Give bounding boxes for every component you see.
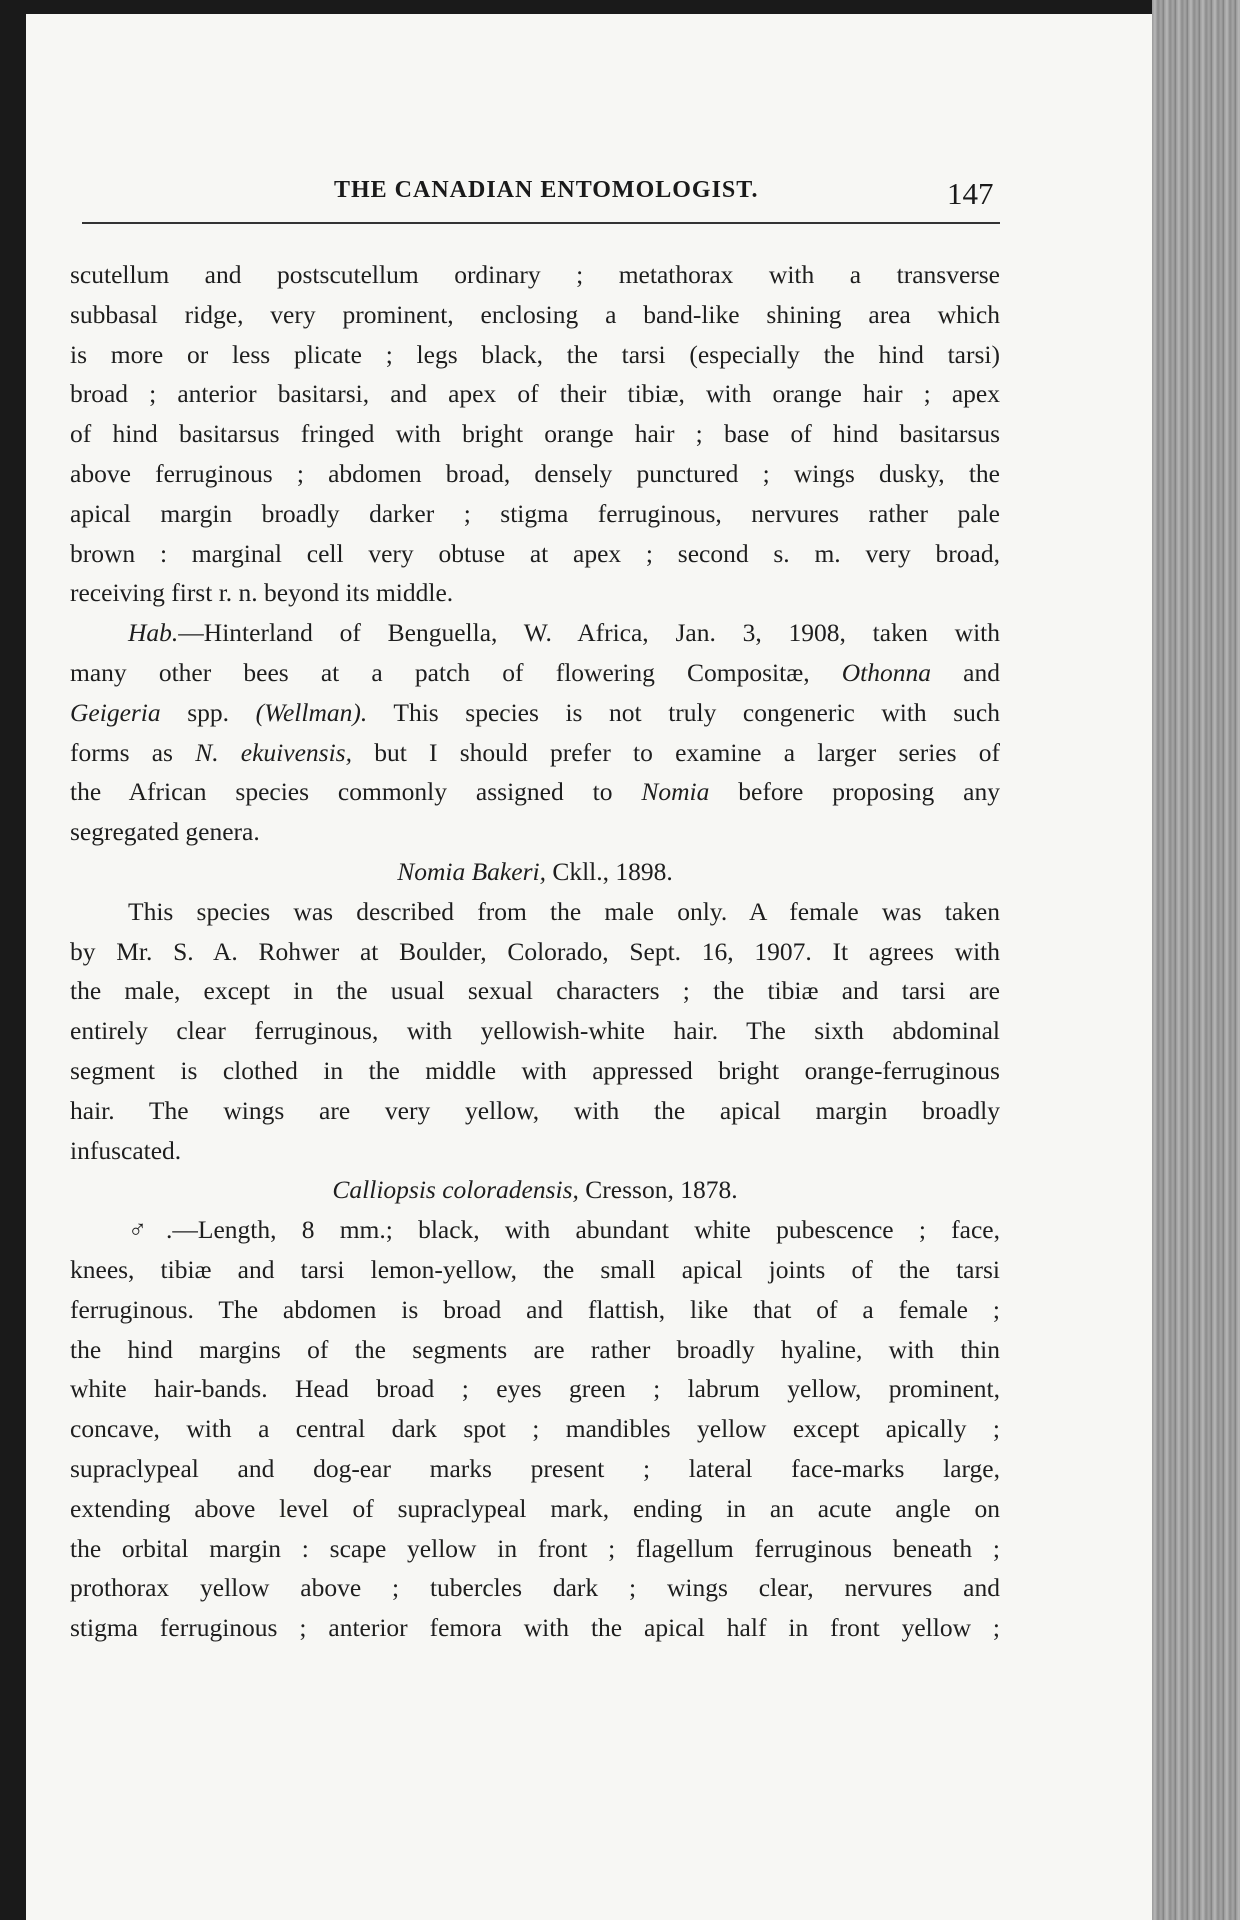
text-line: prothorax yellow above ; tubercles dark ; wings clear, nervures and: [70, 1573, 1000, 1603]
text-line: ♂.—Length, 8 mm.; black, with abundant white pubescence ; face,: [128, 1215, 1000, 1245]
header-rule: [82, 222, 1000, 224]
text-line: hair. The wings are very yellow, with the apical margin broadly: [70, 1095, 1000, 1125]
collector-name: (Wellman).: [255, 697, 368, 727]
text-line: above ferruginous ; abdomen broad, densely punctured ; wings dusky, the: [70, 458, 1000, 488]
text-line: segment is clothed in the middle with appressed bright orange-ferruginous: [70, 1055, 1000, 1085]
text-line: subbasal ridge, very prominent, enclosing a band-like shining area which: [70, 299, 1000, 329]
species-name: Nomia Bakeri,: [397, 856, 546, 886]
text-line: This species was described from the male only. A female was taken: [128, 896, 1000, 926]
text-line: brown : marginal cell very obtuse at apex ; second s. m. very broad,: [70, 538, 1000, 568]
text-line: entirely clear ferruginous, with yellowish-white hair. The sixth abdominal: [70, 1016, 1000, 1046]
text-line: stigma ferruginous ; anterior femora with the apical half in front yellow ;: [70, 1613, 1000, 1643]
genus-name: Geigeria: [70, 697, 161, 727]
page-number: 147: [947, 176, 994, 211]
text-line: by Mr. S. A. Rohwer at Boulder, Colorado, Sept. 16, 1907. It agrees with: [70, 936, 1000, 966]
text-line: receiving first r. n. beyond its middle.: [70, 578, 454, 608]
text-line: white hair-bands. Head broad ; eyes green ; labrum yellow, prominent,: [70, 1374, 1000, 1404]
text-line: the African species commonly assigned to Nomia before proposing any: [70, 777, 1000, 807]
genus-name: Nomia: [641, 777, 710, 807]
hab-label: Hab.: [128, 618, 179, 648]
text-line: infuscated.: [70, 1135, 182, 1165]
text-line: supraclypeal and dog-ear marks present ; lateral face-marks large,: [70, 1453, 1000, 1483]
text-line: of hind basitarsus fringed with bright orange hair ; base of hind basitarsus: [70, 419, 1000, 449]
text-line: apical margin broadly darker ; stigma ferruginous, nervures rather pale: [70, 498, 1000, 528]
genus-name: Othonna: [841, 657, 932, 687]
running-title: THE CANADIAN ENTOMOLOGIST.: [334, 177, 759, 203]
text-line: ferruginous. The abdomen is broad and flattish, like that of a female ;: [70, 1294, 1000, 1324]
text-line: the male, except in the usual sexual characters ; the tibiæ and tarsi are: [70, 976, 1000, 1006]
text-line: extending above level of supraclypeal mark, ending in an acute angle on: [70, 1493, 1000, 1523]
paragraph-calliopsis-male: [70, 1210, 1000, 1648]
text-line: Geigeria spp. (Wellman). This species is not truly congeneric with such: [70, 697, 1000, 727]
authority: Cresson, 1878.: [578, 1175, 738, 1205]
species-heading-nomia-bakeri: [70, 852, 1000, 892]
text-line: many other bees at a patch of flowering Compositæ, Othonna and: [70, 657, 1001, 687]
text-line: scutellum and postscutellum ordinary ; metathorax with a transverse: [70, 260, 1000, 289]
authority: Ckll., 1898.: [545, 856, 673, 886]
paragraph-habitat: [70, 613, 1000, 852]
species-heading-calliopsis-coloradensis: [70, 1170, 1000, 1210]
text-line: segregated genera.: [70, 817, 260, 847]
text-line: concave, with a central dark spot ; mandibles yellow except apically ;: [70, 1414, 1000, 1444]
body-text: [70, 255, 1000, 1648]
species-name: N. ekuivensis,: [195, 737, 352, 767]
text-line: Hab.—Hinterland of Benguella, W. Africa, Jan. 3, 1908, taken with: [128, 618, 1000, 648]
text-line: the hind margins of the segments are rather broadly hyaline, with thin: [70, 1334, 1000, 1364]
text-line: is more or less plicate ; legs black, the tarsi (especially the hind tarsi): [70, 339, 1000, 369]
text-line: broad ; anterior basitarsi, and apex of their tibiæ, with orange hair ; apex: [70, 379, 1000, 409]
species-name: Calliopsis coloradensis,: [332, 1175, 579, 1205]
paragraph-description-continued: [70, 255, 1000, 613]
text-line: the orbital margin : scape yellow in front ; flagellum ferruginous beneath ;: [70, 1533, 1000, 1563]
paragraph-nomia-bakeri: [70, 892, 1000, 1171]
page-stack-edge: [1152, 0, 1240, 1920]
text-line: knees, tibiæ and tarsi lemon-yellow, the small apical joints of the tarsi: [70, 1254, 1000, 1284]
text-line: forms as N. ekuivensis, but I should prefer to examine a larger series of: [70, 737, 1000, 767]
